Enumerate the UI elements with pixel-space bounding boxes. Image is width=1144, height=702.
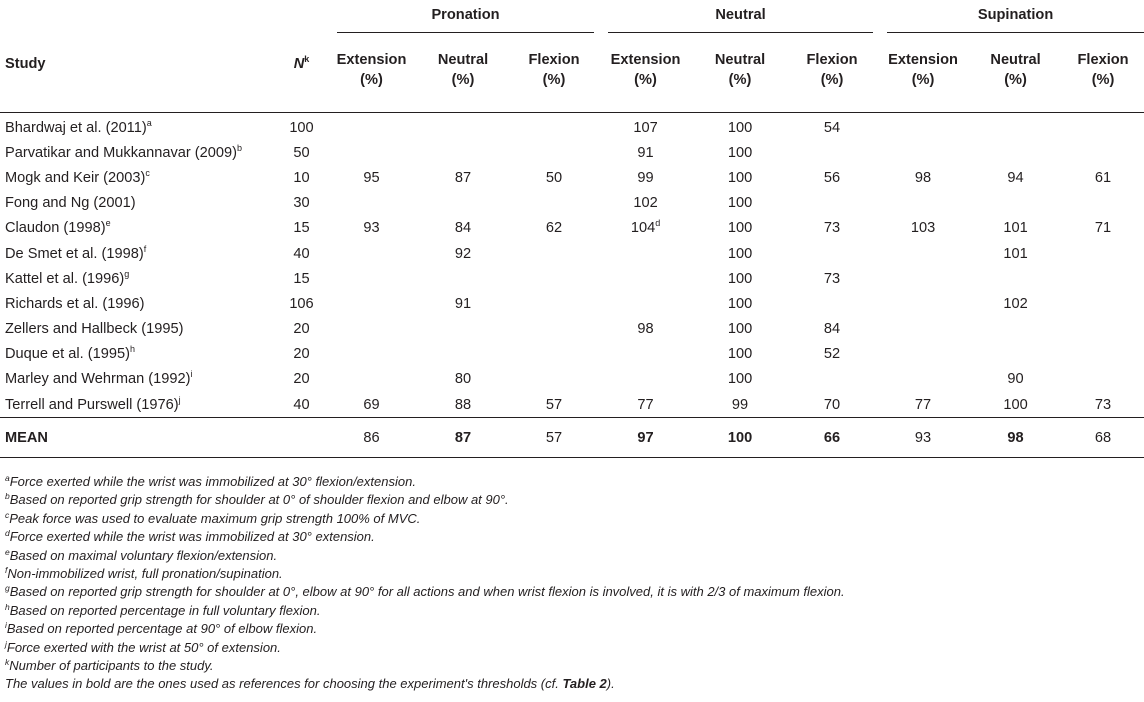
value-cell: 61 [1094, 169, 1112, 186]
value-cell [787, 367, 877, 392]
footnote: $^d$Force exerted while the wrist was immobilized at 30° extension. [5, 528, 375, 545]
value-cell [877, 291, 969, 316]
mean-value-cell: 100 [727, 429, 753, 446]
value-cell [327, 241, 416, 266]
value-cell [510, 113, 598, 141]
value-cell [327, 342, 416, 367]
col-header-supination-flexion: Flexion (%) [1077, 52, 1129, 88]
table-2-reference: Table 2 [562, 676, 607, 692]
value-cell [1062, 291, 1144, 316]
value-cell [877, 191, 969, 216]
value-cell: 84 [823, 321, 841, 338]
grip-strength-table [0, 3, 1144, 458]
value-cell: 52 [823, 346, 841, 363]
study-cell: Kattel et al. $(1996)^g$ [5, 268, 130, 287]
value-cell [877, 367, 969, 392]
table-row [0, 317, 1144, 342]
mean-row [0, 418, 1144, 458]
value-cell: 100 [727, 195, 753, 212]
n-cell: 20 [293, 346, 310, 363]
value-cell: 73 [823, 270, 841, 287]
table-row [0, 266, 1144, 291]
value-cell [1062, 140, 1144, 165]
mean-value-cell: 86 [363, 429, 380, 446]
value-cell [1062, 191, 1144, 216]
value-cell: 80 [454, 371, 472, 388]
n-column-header: $N^k$ [293, 54, 310, 72]
study-cell: Zellers and Hallbeck (1995) [5, 321, 184, 338]
table-row [0, 165, 1144, 190]
study-cell: Claudon $(1998)^e$ [5, 218, 111, 237]
footnote: $^j$Force exerted with the wrist at 50° of extension. [5, 638, 281, 655]
n-cell: 10 [293, 169, 310, 186]
value-cell [1062, 317, 1144, 342]
value-cell [877, 140, 969, 165]
value-cell [416, 140, 510, 165]
value-cell [510, 266, 598, 291]
study-cell: Bhardwaj et al. $(2011)^a$ [5, 117, 152, 136]
value-cell: 62 [545, 220, 563, 237]
value-cell [327, 317, 416, 342]
value-cell: 84 [454, 220, 472, 237]
value-cell: 87 [454, 169, 472, 186]
table-row [0, 216, 1144, 241]
group-header-row [0, 3, 1144, 37]
value-cell [598, 241, 693, 266]
group-header-supination: Supination [877, 3, 1144, 37]
value-cell [327, 291, 416, 316]
value-cell [416, 342, 510, 367]
value-cell: 50 [545, 169, 563, 186]
col-header-supination-neutral: Neutral (%) [990, 52, 1041, 88]
value-cell [327, 191, 416, 216]
mean-value-cell: 66 [823, 429, 841, 446]
value-cell: 100 [727, 245, 753, 262]
value-cell [598, 342, 693, 367]
value-cell: 69 [363, 396, 380, 413]
value-cell: 98 [914, 169, 932, 186]
value-cell [1062, 266, 1144, 291]
value-cell: 100 [727, 371, 753, 388]
value-cell: 101 [1003, 220, 1028, 237]
value-cell [787, 291, 877, 316]
value-cell: 100 [727, 270, 753, 287]
col-header-neutral-flexion: Flexion (%) [806, 52, 858, 88]
value-cell: 101 [1003, 245, 1028, 262]
value-cell: 57 [545, 396, 563, 413]
table-row [0, 113, 1144, 141]
study-cell: De Smet et al. $(1998)^f$ [5, 243, 147, 262]
value-cell [510, 291, 598, 316]
value-cell: 100 [727, 220, 753, 237]
value-cell: 70 [823, 396, 841, 413]
mean-label: MEAN [5, 429, 48, 446]
mean-value-cell: 57 [545, 429, 563, 446]
value-cell [327, 140, 416, 165]
value-cell [969, 342, 1062, 367]
col-header-pronation-extension: Extension (%) [336, 52, 407, 88]
study-cell: Terrell and Purswell $(1976)^j$ [5, 394, 181, 413]
table-row [0, 392, 1144, 418]
col-header-supination-extension: Extension (%) [888, 52, 958, 88]
value-cell [969, 140, 1062, 165]
value-cell [877, 342, 969, 367]
value-cell: 90 [1007, 371, 1024, 388]
value-cell [1062, 342, 1144, 367]
value-cell [327, 266, 416, 291]
value-cell: 73 [823, 220, 841, 237]
value-cell: 94 [1007, 169, 1024, 186]
table-row [0, 191, 1144, 216]
value-cell: 99 [637, 169, 654, 186]
footnote: $^i$Based on reported percentage at 90° of elbow flexion. [5, 620, 318, 637]
table-row [0, 342, 1144, 367]
value-cell: 107 [633, 119, 658, 136]
value-cell [877, 113, 969, 141]
value-cell [510, 241, 598, 266]
value-cell [1062, 367, 1144, 392]
value-cell: 100 [727, 144, 753, 161]
value-cell [969, 191, 1062, 216]
value-cell [877, 317, 969, 342]
value-cell [416, 113, 510, 141]
col-header-pronation-neutral: Neutral (%) [437, 52, 489, 88]
value-cell [598, 291, 693, 316]
value-cell [327, 367, 416, 392]
value-cell: 92 [454, 245, 472, 262]
value-cell [877, 266, 969, 291]
value-cell [969, 113, 1062, 141]
value-cell [510, 342, 598, 367]
value-cell: 104$^d$ [630, 218, 661, 237]
value-cell: 103 [910, 220, 936, 237]
footnote: $^g$Based on reported grip strength for shoulder at 0°, elbow at 90° for all actions and when wrist flexion is involved, it is with 2/3 of maximum flexion. [5, 583, 845, 600]
value-cell: 93 [363, 220, 380, 237]
value-cell [510, 367, 598, 392]
n-cell: 20 [293, 371, 310, 388]
footnotes [5, 473, 845, 694]
col-header-pronation-flexion: Flexion (%) [528, 52, 580, 88]
footnote: $^b$Based on reported grip strength for shoulder at 0° of shoulder flexion and elbow at 90°. [5, 491, 509, 508]
value-cell: 54 [823, 119, 841, 136]
col-header-neutral-extension: Extension (%) [610, 52, 681, 88]
value-cell: 88 [454, 396, 472, 413]
closing-note: The values in bold are the ones used as references for choosing the experiment's thresholds (cf. Table 2). [5, 676, 615, 692]
value-cell [598, 266, 693, 291]
value-cell: 100 [727, 295, 753, 312]
study-cell: Marley and Wehrman $(1992)^i$ [5, 369, 193, 388]
value-cell [510, 140, 598, 165]
col-header-neutral-neutral: Neutral (%) [714, 52, 766, 88]
value-cell: 100 [727, 119, 753, 136]
group-header-neutral: Neutral [598, 3, 877, 37]
footnote: $^f$Non-immobilized wrist, full pronation/supination. [5, 565, 283, 582]
value-cell: 73 [1094, 396, 1112, 413]
n-cell: 15 [293, 270, 310, 287]
n-cell: 106 [289, 295, 314, 312]
column-header-row [0, 37, 1144, 113]
value-cell [1062, 241, 1144, 266]
n-cell: 100 [289, 119, 314, 136]
study-cell: Richards et al. (1996) [5, 295, 145, 312]
value-cell: 91 [637, 144, 654, 161]
value-cell [598, 367, 693, 392]
table-row [0, 367, 1144, 392]
table-row [0, 140, 1144, 165]
study-column-header: Study [5, 56, 46, 72]
value-cell [416, 317, 510, 342]
value-cell [416, 266, 510, 291]
mean-value-cell: 87 [454, 429, 472, 446]
table-row [0, 291, 1144, 316]
footnote: $^h$Based on reported percentage in full voluntary flexion. [5, 601, 321, 618]
value-cell [787, 140, 877, 165]
n-cell: 50 [293, 144, 310, 161]
value-cell: 98 [637, 321, 654, 338]
mean-value-cell: 68 [1094, 429, 1112, 446]
n-cell: 30 [293, 195, 310, 212]
group-header-pronation: Pronation [327, 3, 598, 37]
footnote: $^a$Force exerted while the wrist was immobilized at 30° flexion/extension. [5, 473, 416, 489]
value-cell [877, 241, 969, 266]
value-cell: 100 [727, 321, 753, 338]
table-row [0, 241, 1144, 266]
value-cell: 71 [1094, 220, 1112, 237]
value-cell: 102 [1003, 295, 1028, 312]
value-cell: 100 [1003, 396, 1028, 413]
study-cell: Fong and Ng (2001) [5, 195, 136, 212]
value-cell: 77 [637, 396, 654, 413]
value-cell: 100 [727, 169, 753, 186]
study-cell: Mogk and Keir $(2003)^c$ [5, 167, 150, 186]
value-cell [416, 191, 510, 216]
footnote: $^k$Number of participants to the study. [5, 657, 214, 674]
study-cell: Parvatikar and Mukkannavar $(2009)^b$ [5, 142, 243, 161]
value-cell [969, 317, 1062, 342]
value-cell: 99 [731, 396, 749, 413]
n-cell: 40 [293, 396, 310, 413]
mean-value-cell: 98 [1007, 429, 1024, 446]
value-cell [787, 191, 877, 216]
value-cell [787, 241, 877, 266]
value-cell [510, 317, 598, 342]
value-cell: 56 [823, 169, 841, 186]
value-cell [327, 113, 416, 141]
study-cell: Duque et al. $(1995)^h$ [5, 344, 135, 363]
value-cell [1062, 113, 1144, 141]
mean-value-cell: 97 [637, 429, 654, 446]
footnote: $^e$Based on maximal voluntary flexion/extension. [5, 546, 278, 563]
value-cell: 95 [363, 169, 380, 186]
value-cell: 91 [454, 295, 472, 312]
value-cell: 102 [633, 195, 658, 212]
footnote: $^c$Peak force was used to evaluate maximum grip strength 100% of MVC. [5, 509, 421, 526]
value-cell [510, 191, 598, 216]
table-body [0, 113, 1144, 418]
n-cell: 20 [293, 321, 310, 338]
n-cell: 15 [293, 220, 310, 237]
value-cell: 77 [914, 396, 932, 413]
value-cell [969, 266, 1062, 291]
mean-value-cell: 93 [914, 429, 932, 446]
value-cell: 100 [727, 346, 753, 363]
n-cell: 40 [293, 245, 310, 262]
